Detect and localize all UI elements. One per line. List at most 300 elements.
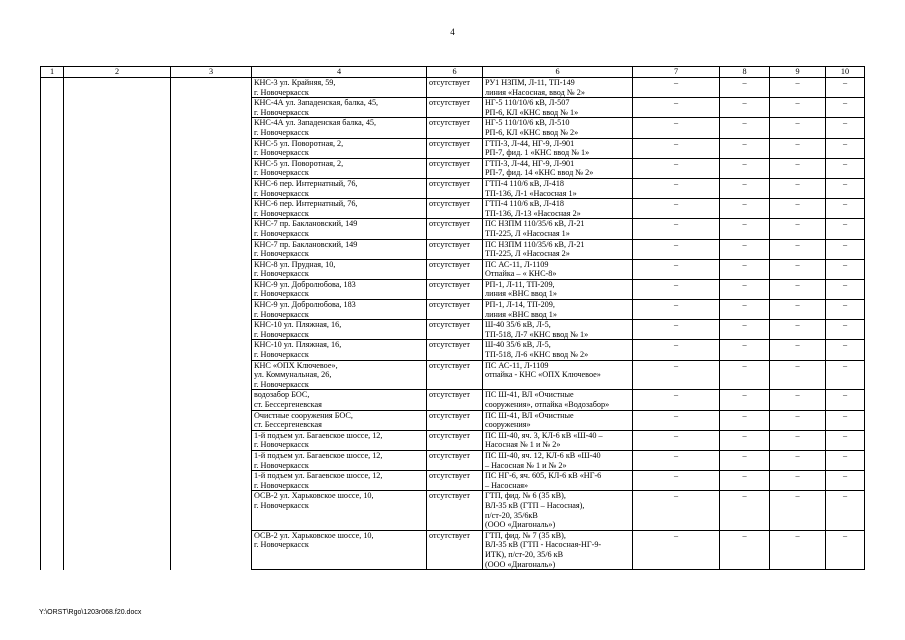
status-cell: отсутствует	[427, 219, 483, 239]
cell-col-2	[64, 199, 171, 219]
object-address-cell-line: г. Новочеркасск	[254, 540, 309, 550]
cell-col-3	[171, 279, 252, 299]
value-col-8-cell: –	[720, 340, 770, 360]
object-address-cell-line: КНС-4А ул. Западенская балка, 45,	[254, 118, 377, 128]
power-source-cell	[483, 430, 633, 450]
value-col-10-cell: –	[826, 320, 865, 340]
value-col-7-cell: –	[633, 390, 720, 410]
status-cell: отсутствует	[427, 199, 483, 219]
power-source-cell-line: ВЛ-35 кВ (ГТП - Насосная-НГ-9-	[485, 540, 602, 550]
power-source-cell-line: ПС Ш-40, яч. 12, КЛ-6 кВ «Ш-40	[485, 450, 601, 460]
object-address-cell	[252, 78, 427, 98]
cell-col-2	[64, 491, 171, 530]
table-row	[41, 450, 865, 470]
value-col-10-cell: –	[826, 390, 865, 410]
value-col-7-cell: –	[633, 138, 720, 158]
value-col-7-cell: –	[633, 471, 720, 491]
status-cell: отсутствует	[427, 410, 483, 430]
object-address-cell-line: КНС «ОПХ Ключевое»,	[254, 360, 338, 370]
cell-col-3	[171, 360, 252, 390]
cell-col-1	[41, 199, 64, 219]
status-cell: отсутствует	[427, 471, 483, 491]
cell-col-2	[64, 158, 171, 178]
object-address-cell	[252, 199, 427, 219]
power-source-cell-line: Насосная № 1 и № 2»	[485, 440, 561, 450]
value-col-7-cell: –	[633, 300, 720, 320]
value-col-8-cell: –	[720, 410, 770, 430]
table-row	[41, 138, 865, 158]
value-col-7-cell: –	[633, 530, 720, 569]
status-cell: отсутствует	[427, 158, 483, 178]
status-cell: отсутствует	[427, 300, 483, 320]
value-col-10-cell: –	[826, 138, 865, 158]
power-source-cell-line: – Насосная № 1 и № 2»	[485, 460, 567, 470]
value-col-9-cell: –	[770, 340, 826, 360]
power-source-cell-line: ГТП-4 110/6 кВ, Л-418	[485, 178, 565, 188]
cell-col-2	[64, 530, 171, 569]
object-address-cell-line: г. Новочеркасск	[254, 460, 309, 470]
cell-col-2	[64, 118, 171, 138]
power-source-cell-line: ИТК), п/ст-20, 35/6 кВ	[485, 549, 564, 559]
cell-col-1	[41, 450, 64, 470]
status-cell: отсутствует	[427, 118, 483, 138]
status-cell: отсутствует	[427, 239, 483, 259]
object-address-cell	[252, 390, 427, 410]
power-source-cell	[483, 410, 633, 430]
power-source-cell-line: ПС НЗПМ 110/35/6 кВ, Л-21	[485, 219, 585, 229]
power-source-cell	[483, 98, 633, 118]
power-source-cell	[483, 491, 633, 530]
power-source-cell-line: ТП-136, Л-13 «Насосная 2»	[485, 208, 581, 218]
cell-col-3	[171, 118, 252, 138]
power-source-cell-line: ГТП, фид. № 7 (35 кВ),	[485, 530, 566, 540]
file-path-footer: Y:\ORST\Rgo\1203r068.f20.docx	[39, 609, 142, 616]
power-source-cell-line: п/ст-20, 35/6кВ	[485, 510, 538, 520]
power-source-cell-line: Ш-40 35/6 кВ, Л-5,	[485, 320, 551, 330]
power-source-cell-line: ПС Ш-41, ВЛ «Очистные	[485, 390, 574, 400]
cell-col-2	[64, 259, 171, 279]
object-address-cell-line: г. Новочеркасск	[254, 350, 309, 360]
column-header: 4	[252, 67, 427, 78]
status-cell: отсутствует	[427, 320, 483, 340]
value-col-7-cell: –	[633, 199, 720, 219]
value-col-10-cell: –	[826, 199, 865, 219]
cell-col-3	[171, 450, 252, 470]
value-col-8-cell: –	[720, 450, 770, 470]
object-address-cell-line: г. Новочеркасск	[254, 168, 309, 178]
object-address-cell	[252, 239, 427, 259]
object-address-cell	[252, 259, 427, 279]
power-source-cell-line: ПС Ш-41, ВЛ «Очистные	[485, 410, 574, 420]
power-source-cell	[483, 138, 633, 158]
power-source-cell-line: линия «ВНС ввод 1»	[485, 289, 557, 299]
power-source-cell-line: ТП-518, Л-6 «КНС ввод № 2»	[485, 350, 589, 360]
cell-col-1	[41, 239, 64, 259]
object-address-cell-line: г. Новочеркасск	[254, 269, 309, 279]
object-address-cell-line: г. Новочеркасск	[254, 228, 309, 238]
cell-col-2	[64, 360, 171, 390]
power-source-cell-line: РП-1, Л-14, ТП-209,	[485, 300, 555, 310]
power-source-cell-line: ПС АС-11, Л-1109	[485, 360, 549, 370]
value-col-9-cell: –	[770, 259, 826, 279]
value-col-10-cell: –	[826, 178, 865, 198]
object-address-cell-line: КНС-6 пер. Интернатный, 76,	[254, 199, 358, 209]
value-col-9-cell: –	[770, 178, 826, 198]
cell-col-2	[64, 390, 171, 410]
cell-col-1	[41, 98, 64, 118]
object-address-cell-line: г. Новочеркасск	[254, 309, 309, 319]
object-address-cell-line: ОСВ-2 ул. Харьковское шоссе, 10,	[254, 491, 374, 501]
value-col-7-cell: –	[633, 450, 720, 470]
object-address-cell-line: КНС-9 ул. Добролюбова, 183	[254, 300, 356, 310]
table-row	[41, 219, 865, 239]
power-source-cell-line: линия «Насосная, ввод № 2»	[485, 87, 585, 97]
value-col-8-cell: –	[720, 430, 770, 450]
value-col-9-cell: –	[770, 239, 826, 259]
value-col-8-cell: –	[720, 178, 770, 198]
value-col-9-cell: –	[770, 300, 826, 320]
value-col-8-cell: –	[720, 78, 770, 98]
object-address-cell	[252, 98, 427, 118]
table-row	[41, 199, 865, 219]
cell-col-1	[41, 158, 64, 178]
value-col-10-cell: –	[826, 491, 865, 530]
cell-col-2	[64, 138, 171, 158]
object-address-cell-line: ст. Бессергеневская	[254, 400, 322, 409]
power-source-cell-line: ТП-518, Л-7 «КНС ввод № 1»	[485, 329, 589, 339]
power-source-cell-line: (ООО «Диагональ»)	[485, 520, 556, 530]
power-source-cell-line: ГТП, фид. № 6 (35 кВ),	[485, 491, 566, 501]
value-col-10-cell: –	[826, 530, 865, 569]
object-address-cell-line: г. Новочеркасск	[254, 379, 309, 389]
cell-col-1	[41, 340, 64, 360]
value-col-10-cell: –	[826, 410, 865, 430]
cell-col-2	[64, 279, 171, 299]
cell-col-2	[64, 239, 171, 259]
object-address-cell-line: г. Новочеркасск	[254, 480, 309, 490]
value-col-10-cell: –	[826, 98, 865, 118]
power-source-cell-line: ГТП-3, Л-44, НГ-9, Л-901	[485, 138, 575, 148]
object-address-cell-line: КНС-5 ул. Поворотная, 2,	[254, 158, 344, 168]
column-header: 6	[483, 67, 633, 78]
power-source-cell-line: Отпайка – « КНС-8»	[485, 269, 557, 279]
table-row	[41, 239, 865, 259]
value-col-9-cell: –	[770, 320, 826, 340]
value-col-7-cell: –	[633, 360, 720, 390]
cell-col-3	[171, 471, 252, 491]
value-col-10-cell: –	[826, 471, 865, 491]
cell-col-2	[64, 98, 171, 118]
power-source-cell	[483, 199, 633, 219]
object-address-cell	[252, 279, 427, 299]
table-row	[41, 320, 865, 340]
table-row	[41, 530, 865, 569]
power-source-cell-line: (ООО «Диагональ»)	[485, 559, 556, 569]
value-col-9-cell: –	[770, 199, 826, 219]
object-address-cell-line: КНС-7 пр. Баклановский, 149	[254, 219, 358, 229]
value-col-9-cell: –	[770, 471, 826, 491]
value-col-7-cell: –	[633, 279, 720, 299]
column-header: 3	[171, 67, 252, 78]
status-cell: отсутствует	[427, 450, 483, 470]
object-address-cell-line: КНС-10 ул. Пляжная, 16,	[254, 340, 342, 350]
power-source-cell-line: ВЛ-35 кВ (ГТП – Насосная),	[485, 500, 585, 510]
cell-col-3	[171, 239, 252, 259]
table-row	[41, 178, 865, 198]
object-address-cell	[252, 360, 427, 390]
power-source-cell-line: РП-7, фид. 1 «КНС ввод № 1»	[485, 148, 590, 158]
value-col-8-cell: –	[720, 320, 770, 340]
object-address-cell-line: КНС-3 ул. Крайняя, 59,	[254, 78, 336, 87]
status-cell: отсутствует	[427, 390, 483, 410]
power-source-cell-line: НГ-5 110/10/6 кВ, Л-507	[485, 98, 570, 108]
table-row	[41, 390, 865, 410]
value-col-10-cell: –	[826, 158, 865, 178]
object-address-cell-line: г. Новочеркасск	[254, 249, 309, 259]
object-address-cell-line: г. Новочеркасск	[254, 127, 309, 137]
power-source-cell-line: РП-6, КЛ «КНС ввод № 2»	[485, 127, 579, 137]
cell-col-3	[171, 98, 252, 118]
value-col-8-cell: –	[720, 279, 770, 299]
value-col-10-cell: –	[826, 340, 865, 360]
cell-col-3	[171, 199, 252, 219]
power-source-cell-line: отпайка - КНС «ОПХ Ключевое»	[485, 370, 601, 380]
power-source-cell	[483, 340, 633, 360]
object-address-cell-line: 1-й подъем ул. Багаевское шоссе, 12,	[254, 450, 383, 460]
value-col-8-cell: –	[720, 219, 770, 239]
value-col-8-cell: –	[720, 239, 770, 259]
object-address-cell-line: ул. Коммунальная, 26,	[254, 370, 332, 380]
column-header: 9	[770, 67, 826, 78]
value-col-10-cell: –	[826, 279, 865, 299]
value-col-10-cell: –	[826, 239, 865, 259]
object-address-cell	[252, 450, 427, 470]
value-col-9-cell: –	[770, 530, 826, 569]
power-source-cell-line: Ш-40 35/6 кВ, Л-5,	[485, 340, 551, 350]
value-col-9-cell: –	[770, 219, 826, 239]
cell-col-3	[171, 390, 252, 410]
value-col-7-cell: –	[633, 239, 720, 259]
power-source-cell	[483, 471, 633, 491]
cell-col-3	[171, 158, 252, 178]
power-source-cell	[483, 219, 633, 239]
value-col-7-cell: –	[633, 340, 720, 360]
cell-col-1	[41, 430, 64, 450]
value-col-8-cell: –	[720, 360, 770, 390]
object-address-cell	[252, 219, 427, 239]
value-col-7-cell: –	[633, 118, 720, 138]
cell-col-3	[171, 300, 252, 320]
object-address-cell	[252, 530, 427, 569]
value-col-7-cell: –	[633, 219, 720, 239]
column-header: 6	[427, 67, 483, 78]
object-address-cell	[252, 471, 427, 491]
value-col-9-cell: –	[770, 98, 826, 118]
value-col-7-cell: –	[633, 98, 720, 118]
object-address-cell-line: г. Новочеркасск	[254, 188, 309, 198]
value-col-8-cell: –	[720, 199, 770, 219]
cell-col-3	[171, 530, 252, 569]
power-source-cell	[483, 320, 633, 340]
cell-col-3	[171, 340, 252, 360]
cell-col-3	[171, 219, 252, 239]
cell-col-2	[64, 178, 171, 198]
value-col-10-cell: –	[826, 259, 865, 279]
cell-col-2	[64, 219, 171, 239]
object-address-cell-line: КНС-10 ул. Пляжная, 16,	[254, 320, 342, 330]
value-col-8-cell: –	[720, 98, 770, 118]
power-source-cell-line: сооружения», отпайка «Водозабор»	[485, 400, 610, 409]
object-address-cell-line: водозабор БОС,	[254, 390, 310, 400]
value-col-7-cell: –	[633, 430, 720, 450]
table-row	[41, 471, 865, 491]
value-col-8-cell: –	[720, 259, 770, 279]
cell-col-3	[171, 320, 252, 340]
table-row	[41, 360, 865, 390]
power-source-cell	[483, 178, 633, 198]
object-address-cell-line: КНС-9 ул. Добролюбова, 183	[254, 279, 356, 289]
cell-col-1	[41, 78, 64, 98]
value-col-10-cell: –	[826, 300, 865, 320]
power-source-cell	[483, 158, 633, 178]
value-col-10-cell: –	[826, 78, 865, 98]
object-address-cell	[252, 320, 427, 340]
status-cell: отсутствует	[427, 491, 483, 530]
status-cell: отсутствует	[427, 530, 483, 569]
power-source-cell	[483, 279, 633, 299]
object-address-cell-line: г. Новочеркасск	[254, 500, 309, 510]
power-source-cell-line: ГТП-3, Л-44, НГ-9, Л-901	[485, 158, 575, 168]
power-source-cell	[483, 259, 633, 279]
power-source-cell-line: ТП-225, Л «Насосная 2»	[485, 249, 570, 259]
value-col-10-cell: –	[826, 450, 865, 470]
power-source-cell-line: – Насосная»	[485, 480, 529, 490]
object-address-cell-line: г. Новочеркасск	[254, 87, 309, 97]
power-source-cell	[483, 450, 633, 470]
value-col-7-cell: –	[633, 158, 720, 178]
table-row	[41, 279, 865, 299]
table-row	[41, 259, 865, 279]
object-address-cell	[252, 340, 427, 360]
power-source-cell-line: ГТП-4 110/6 кВ, Л-418	[485, 199, 565, 209]
status-cell: отсутствует	[427, 98, 483, 118]
column-header: 2	[64, 67, 171, 78]
value-col-7-cell: –	[633, 178, 720, 198]
value-col-8-cell: –	[720, 118, 770, 138]
power-source-cell-line: НГ-5 110/10/6 кВ, Л-510	[485, 118, 570, 128]
value-col-8-cell: –	[720, 300, 770, 320]
table-row	[41, 118, 865, 138]
table-row	[41, 340, 865, 360]
cell-col-2	[64, 471, 171, 491]
cell-col-3	[171, 178, 252, 198]
cell-col-1	[41, 360, 64, 390]
value-col-9-cell: –	[770, 279, 826, 299]
cell-col-1	[41, 118, 64, 138]
object-address-cell	[252, 118, 427, 138]
object-address-cell	[252, 138, 427, 158]
power-source-cell	[483, 530, 633, 569]
object-address-cell-line: 1-й подъем ул. Багаевское шоссе, 12,	[254, 471, 383, 481]
power-source-cell-line: РП-7, фид. 14 «КНС ввод № 2»	[485, 168, 594, 178]
value-col-10-cell: –	[826, 360, 865, 390]
value-col-8-cell: –	[720, 158, 770, 178]
cell-col-3	[171, 138, 252, 158]
cell-col-1	[41, 279, 64, 299]
value-col-9-cell: –	[770, 78, 826, 98]
status-cell: отсутствует	[427, 360, 483, 390]
value-col-9-cell: –	[770, 491, 826, 530]
table-row	[41, 158, 865, 178]
object-address-cell	[252, 410, 427, 430]
power-source-cell-line: ПС НГ-6, яч. 605, КЛ-6 кВ «НГ-6	[485, 471, 602, 481]
value-col-10-cell: –	[826, 118, 865, 138]
value-col-7-cell: –	[633, 320, 720, 340]
object-address-cell-line: ОСВ-2 ул. Харьковское шоссе, 10,	[254, 530, 374, 540]
cell-col-2	[64, 78, 171, 98]
object-address-cell-line: ст. Бессергеневская	[254, 420, 322, 430]
status-cell: отсутствует	[427, 138, 483, 158]
object-address-cell-line: Очистные сооружения БОС,	[254, 410, 353, 420]
column-header: 7	[633, 67, 720, 78]
cell-col-3	[171, 78, 252, 98]
value-col-9-cell: –	[770, 450, 826, 470]
status-cell: отсутствует	[427, 430, 483, 450]
power-source-cell-line: линия «ВНС ввод 1»	[485, 309, 557, 319]
cell-col-3	[171, 259, 252, 279]
cell-col-1	[41, 138, 64, 158]
table-row	[41, 491, 865, 530]
document-table	[40, 66, 865, 570]
object-address-cell-line: КНС-6 пер. Интернатный, 76,	[254, 178, 358, 188]
cell-col-1	[41, 320, 64, 340]
cell-col-2	[64, 410, 171, 430]
power-source-cell	[483, 360, 633, 390]
value-col-8-cell: –	[720, 138, 770, 158]
object-address-cell	[252, 491, 427, 530]
table-header-row	[41, 67, 865, 78]
power-source-cell	[483, 239, 633, 259]
power-source-cell-line: сооружения»	[485, 420, 531, 430]
value-col-7-cell: –	[633, 410, 720, 430]
status-cell: отсутствует	[427, 340, 483, 360]
power-source-cell-line: ТП-225, Л «Насосная 1»	[485, 228, 570, 238]
object-address-cell-line: г. Новочеркасск	[254, 107, 309, 117]
status-cell: отсутствует	[427, 279, 483, 299]
value-col-9-cell: –	[770, 138, 826, 158]
cell-col-1	[41, 178, 64, 198]
object-address-cell-line: г. Новочеркасск	[254, 289, 309, 299]
status-cell: отсутствует	[427, 178, 483, 198]
power-source-cell	[483, 300, 633, 320]
cell-col-1	[41, 219, 64, 239]
cell-col-2	[64, 300, 171, 320]
cell-col-3	[171, 430, 252, 450]
table-row	[41, 78, 865, 98]
cell-col-1	[41, 259, 64, 279]
value-col-9-cell: –	[770, 430, 826, 450]
object-address-cell-line: г. Новочеркасск	[254, 148, 309, 158]
status-cell: отсутствует	[427, 259, 483, 279]
column-header: 8	[720, 67, 770, 78]
cell-col-1	[41, 530, 64, 569]
power-source-cell-line: ПС НЗПМ 110/35/6 кВ, Л-21	[485, 239, 585, 249]
cell-col-1	[41, 491, 64, 530]
value-col-7-cell: –	[633, 491, 720, 530]
power-source-cell	[483, 118, 633, 138]
cell-col-3	[171, 491, 252, 530]
value-col-9-cell: –	[770, 390, 826, 410]
